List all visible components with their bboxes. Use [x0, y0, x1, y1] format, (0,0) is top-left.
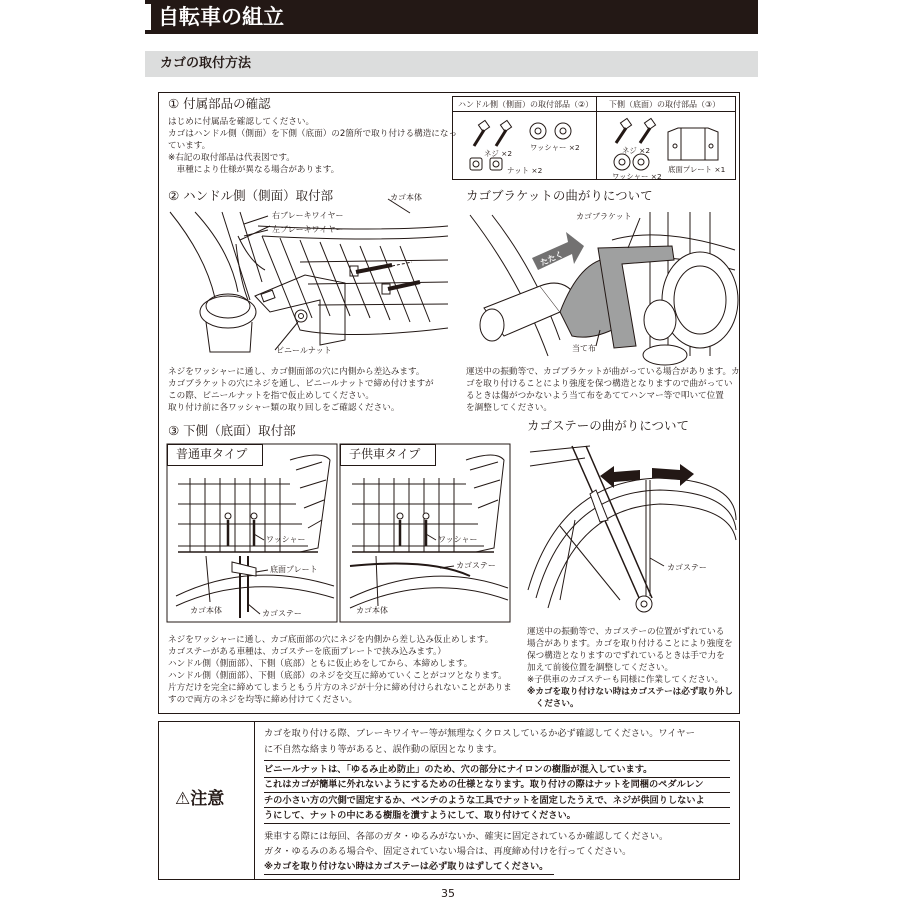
parts-bottom-title: 下側（底面）の取付部品（③） [609, 100, 721, 109]
page-title: 自転車の組立 [158, 5, 284, 29]
sec1-line-2: カゴはハンドル側（側面）を下側（底面）の2箇所で取り付ける構造になっ [168, 129, 458, 139]
caution-row3-line1: これはカゴが簡単に外れないようにするための仕様となります。取り付けの際はナットを同梱のペダルレン [264, 779, 704, 790]
bracket-line-2: ゴを取り付けることにより強度を保つ構造となりますので曲がってい [466, 379, 733, 389]
caution-row4-bold: ※カゴを取り付けない時はカゴステーは必ず取りはずしてください。 [264, 861, 549, 872]
type-child-label: 子供車タイプ [340, 444, 436, 466]
sec1-line-1: はじめに付属品を確認してください。 [168, 117, 315, 127]
sec2-title: ② ハンドル側（側面）取付部 [168, 188, 334, 203]
label-right-brake-wire: 右ブレーキワイヤー [272, 211, 344, 220]
sec3-line-1: ネジをワッシャーに通し、カゴ底面部の穴にネジを内側から差し込み仮止めします。 [168, 635, 494, 645]
caution-row3-line3: うにして、ナットの中にある樹脂を潰すようにして、取り付けてください。 [264, 810, 576, 821]
caution-row4-line1: 乗車する際には毎回、各部のガタ・ゆるみがないか、確実に固定されているか確認してください。 [264, 831, 669, 842]
label-stay: カゴステー [667, 563, 707, 572]
bracket-line-3: るときは傷がつかないよう当て布をあててハンマー等で叩いて位置 [466, 391, 724, 401]
label-basket-body: カゴ本体 [390, 193, 422, 202]
parts-plate-b: 底面プレート ×1 [668, 165, 726, 174]
caution-row2: ビニールナットは、「ゆるみ止め防止」のため、穴の部分にナイロンの樹脂が混入しています。 [264, 764, 653, 775]
sec3-line-6: すので両方のネジを均等に締め付けてください。 [168, 695, 358, 705]
parts-screw-b: ネジ ×2 [622, 146, 651, 155]
sec2-line-4: 取り付け前に各ワッシャー類の取り回しをご確認ください。 [168, 403, 400, 413]
label-left-brake-wire: 左ブレーキワイヤー [272, 225, 344, 234]
sec1-line-4: ※右記の取付部品は代表図です。 [168, 153, 295, 163]
parts-washer-b: ワッシャー ×2 [612, 172, 662, 181]
n-label-plate: 底面プレート [270, 565, 318, 574]
parts-screw-h: ネジ ×2 [484, 149, 513, 158]
sec2-line-2: カゴブラケットの穴にネジを通し、ビニールナットで締め付けますが [168, 379, 434, 389]
caution-row3-line2: チの小さい方の穴側で固定するか、ペンチのような工具でナットを固定したうえで、ネジが供回りしないよ [264, 795, 705, 806]
page-number: 35 [441, 887, 455, 900]
sec3-title: ③ 下側（底面）取付部 [168, 423, 296, 438]
stay-title: カゴステーの曲がりについて [527, 418, 690, 433]
sec1-line-3: ています。 [168, 141, 211, 151]
parts-washer-h: ワッシャー ×2 [530, 143, 580, 152]
sec3-line-2: カゴステーがある車種は、カゴステーを底面プレートで挟み込みます。） [168, 647, 446, 657]
adjust-arrows-icon [600, 464, 694, 488]
bracket-title: カゴブラケットの曲がりについて [466, 188, 653, 203]
label-cloth: 当て布 [572, 344, 596, 353]
n-label-washer: ワッシャー [266, 535, 306, 544]
parts-handle-title: ハンドル側（側面）の取付部品（②） [458, 100, 594, 109]
n-label-stay: カゴステー [262, 609, 302, 618]
section-title: カゴの取付方法 [160, 56, 252, 71]
label-tap: たたく [539, 249, 565, 268]
label-basket-bracket: カゴブラケット [576, 212, 632, 221]
n-label-body: カゴ本体 [190, 606, 222, 615]
parts-nut-h: ナット ×2 [507, 166, 543, 175]
bracket-line-1: 運送中の振動等で、カゴブラケットが曲がっている場合があります。カ [466, 367, 740, 377]
c-label-washer: ワッシャー [438, 535, 478, 544]
caution-table-divider [254, 721, 255, 880]
stay-line-1: 運送中の振動等で、カゴステーの位置がずれている [527, 627, 725, 637]
caution-row4-line2: ガタ・ゆるみのある場合や、固定されていない場合は、再度締め付けを行ってください。 [264, 846, 632, 857]
sec3-line-4: ハンドル側（側面部）、下側（底部）のネジを交互に締めていくことがコツとなります。 [168, 671, 507, 681]
stay-line-3: 保つ構造となりますのでずれているときは手で力を [527, 651, 725, 661]
stay-line-5: ※子供車のカゴステーも同様に作業してください。 [527, 675, 724, 685]
caution-row1-line1: カゴを取り付ける際、ブレーキワイヤー等が無理なくクロスしているか必ず確認してください。ワイヤー [264, 728, 695, 739]
stay-line-2: 場合があります。カゴを取り付けることにより強度を [527, 639, 733, 649]
sec1-line-5: 車種により仕様が異なる場合があります。 [168, 165, 340, 175]
sec2-line-1: ネジをワッシャーに通し、カゴ側面部の穴に内側から差込みます。 [168, 367, 425, 377]
bracket-line-4: を調整してください。 [466, 403, 552, 413]
caution-label: ⚠注意 [175, 789, 225, 809]
sec1-title: ① 付属部品の確認 [168, 96, 271, 111]
c-label-stay: カゴステー [456, 561, 496, 570]
stay-bold-line-1: ※カゴを取り付けない時はカゴステーは必ず取り外し [527, 687, 733, 697]
type-normal-label: 普通車タイプ [167, 444, 263, 466]
stay-line-4: 加えて前後位置を調整してください。 [527, 663, 674, 673]
caution-rule-1 [264, 760, 730, 761]
sec2-line-3: この際、ビニールナットを指で仮止めしてください。 [168, 391, 374, 401]
sec3-line-3: ハンドル側（側面部）、下側（底部）ともに仮止めをしてから、本締めします。 [168, 659, 473, 669]
sec3-line-5: 片方だけを完全に締めてしまうともう片方のネジが十分に締め付けられないことがありま [168, 683, 512, 693]
stay-bold-line-2: ください。 [527, 699, 579, 709]
label-vinyl-nut: ビニールナット [276, 346, 332, 355]
c-label-body: カゴ本体 [356, 606, 388, 615]
caution-row1-line2: に不自然な絡まり等があると、誤作動の原因となります。 [264, 744, 503, 755]
